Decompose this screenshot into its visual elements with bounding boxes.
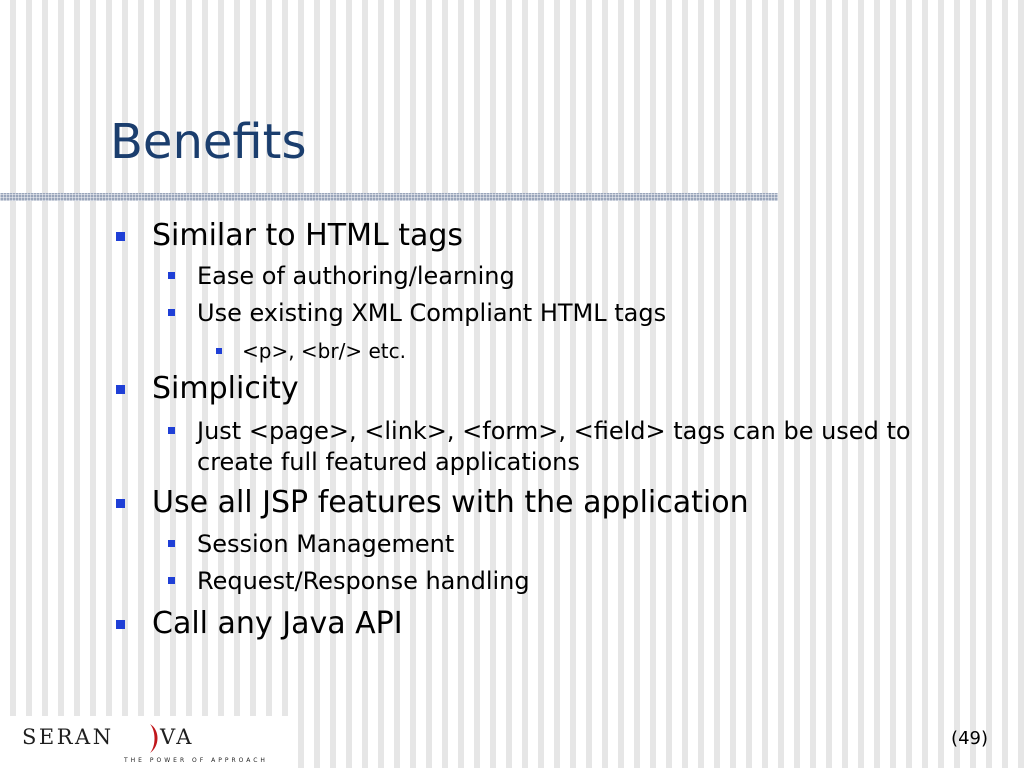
sub-sub-bullet-item <box>242 338 406 364</box>
svg-text:VA: VA <box>160 725 194 749</box>
bullet-text: Similar to HTML tags <box>152 218 464 253</box>
bullet-item <box>152 218 463 254</box>
company-logo <box>0 716 292 768</box>
page-number: (49) <box>951 728 988 749</box>
sub-bullet-item <box>197 529 454 560</box>
sub-bullet-item <box>197 416 957 478</box>
svg-text:THE POWER OF APPROACH: THE POWER OF APPROACH <box>124 757 268 764</box>
bullet-item <box>152 485 749 521</box>
title-divider <box>0 193 778 201</box>
bullet-item <box>152 606 403 642</box>
bullet-item <box>152 371 299 407</box>
bullet-text: Call any Java API <box>152 606 403 641</box>
bullet-text: <p>, <br/> etc. <box>242 339 406 363</box>
sub-bullet-item <box>197 261 515 292</box>
sub-bullet-item <box>197 298 666 329</box>
bullet-square-icon <box>116 620 125 629</box>
bullet-square-icon <box>168 540 175 547</box>
bullet-square-icon <box>168 577 175 584</box>
bullet-square-icon <box>116 385 125 394</box>
bullet-square-icon <box>168 272 175 279</box>
sub-bullet-item <box>197 566 530 597</box>
bullet-text: Simplicity <box>152 371 299 406</box>
bullet-text: Just <page>, <link>, <form>, <field> tags can be used to create full featured applications <box>197 417 911 476</box>
bullet-text: Request/Response handling <box>197 567 530 595</box>
slide-title: Benefits <box>110 114 307 170</box>
bullet-square-icon <box>216 348 222 354</box>
bullet-text: Session Management <box>197 530 455 558</box>
svg-text:SERAN: SERAN <box>22 725 114 749</box>
bullet-square-icon <box>116 232 125 241</box>
bullet-square-icon <box>168 309 175 316</box>
bullet-text: Ease of authoring/learning <box>197 262 515 290</box>
seranova-logo-icon <box>0 716 292 768</box>
bullet-text: Use all JSP features with the application <box>152 485 749 520</box>
bullet-square-icon <box>168 427 175 434</box>
bullet-square-icon <box>116 499 125 508</box>
bullet-text: Use existing XML Compliant HTML tags <box>197 299 667 327</box>
